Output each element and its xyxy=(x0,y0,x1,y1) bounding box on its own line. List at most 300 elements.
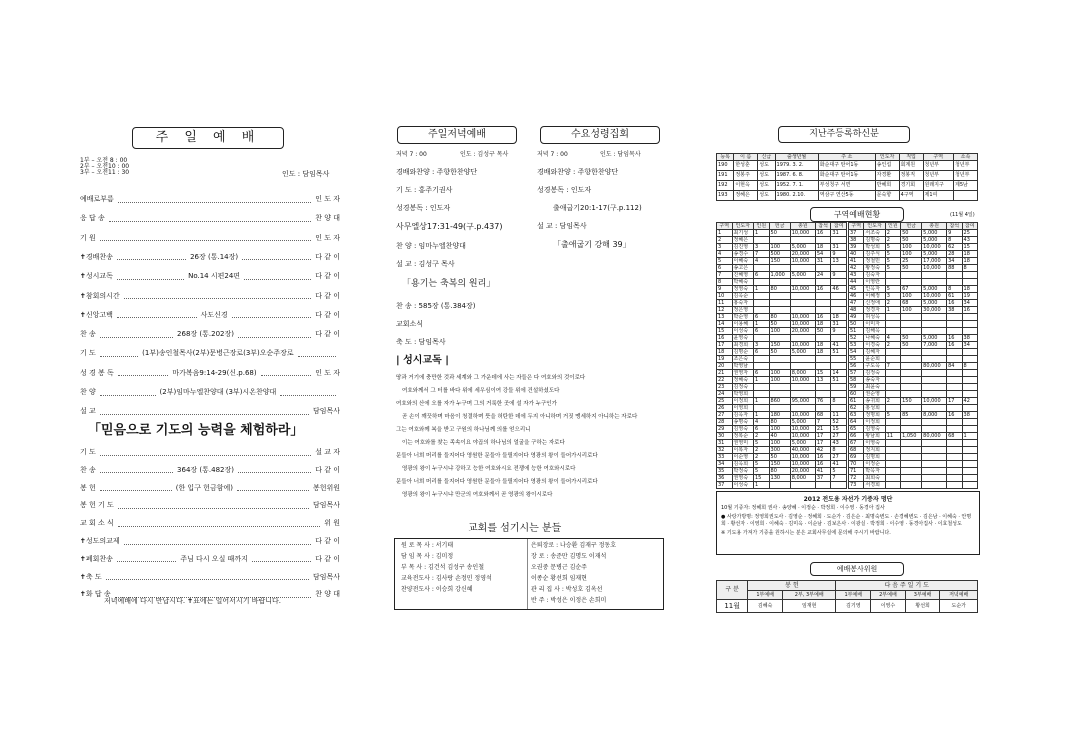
order-responsible: 다 같 이 xyxy=(315,465,341,474)
evening-item: 성경봉독 : 인도자 xyxy=(396,204,451,212)
table-row xyxy=(717,237,847,244)
table-cell xyxy=(922,475,947,482)
order-leader-dots xyxy=(106,573,309,580)
table-cell: 40 xyxy=(849,251,864,258)
table-row xyxy=(849,370,978,377)
evening-item: 설 교 : 김성구 목사 xyxy=(396,260,455,268)
table-cell: 9 xyxy=(947,230,962,237)
table-cell xyxy=(885,328,900,335)
order-name: ✝참회의시간 xyxy=(80,291,120,300)
table-cell: 이미자 xyxy=(864,321,885,328)
table-cell: 박영남 xyxy=(732,363,753,370)
table-cell: 청년부 xyxy=(954,161,978,171)
table-cell: 26 xyxy=(717,405,733,412)
table-cell xyxy=(815,237,831,244)
table-cell: 8,000 xyxy=(790,475,815,482)
table-cell: 88 xyxy=(947,265,962,272)
evening-worship-title: 주일저녁예배 xyxy=(397,126,517,144)
table-cell: 48 xyxy=(849,307,864,314)
table-row xyxy=(849,342,978,349)
table-cell: 박순영 xyxy=(732,314,753,321)
prayer-box xyxy=(716,491,980,555)
table-row xyxy=(717,433,847,440)
table-cell: 70 xyxy=(849,461,864,468)
order-value: 268장 (통.202장) xyxy=(177,330,234,339)
table-row xyxy=(849,272,978,279)
table-cell: 김진영 xyxy=(732,244,753,251)
table-cell: 김영숙 xyxy=(732,426,753,433)
table-cell xyxy=(901,314,922,321)
table-cell xyxy=(753,293,769,300)
evening-order xyxy=(396,168,536,356)
table-cell xyxy=(922,272,947,279)
table-cell: 10,000 xyxy=(790,286,815,293)
table-cell: 1 xyxy=(885,307,900,314)
table-cell: 41 xyxy=(849,258,864,265)
table-cell xyxy=(922,461,947,468)
table-cell: 39 xyxy=(849,244,864,251)
table-cell: 5,000 xyxy=(922,286,947,293)
table-cell: 38 xyxy=(962,412,977,419)
order-name: 기 원 xyxy=(80,233,96,242)
table-cell xyxy=(885,426,900,433)
staff-title: 교회를 섬기시는 분들 xyxy=(468,523,562,534)
table-cell: 5 xyxy=(717,258,733,265)
table-cell xyxy=(815,335,831,342)
table-cell: 100 xyxy=(769,328,790,335)
table-row xyxy=(849,300,978,307)
table-cell xyxy=(922,328,947,335)
table-cell: 100 xyxy=(901,307,922,314)
order-responsible: 다 같 이 xyxy=(315,537,340,545)
table-cell: 정혜은 xyxy=(732,237,753,244)
table-cell xyxy=(815,391,831,398)
table-cell: 황정숙 xyxy=(864,265,885,272)
table-cell: 50 xyxy=(769,349,790,356)
table-cell: 청년부 xyxy=(923,171,954,181)
table-cell xyxy=(753,307,769,314)
table-cell: 19 xyxy=(962,293,977,300)
table-cell xyxy=(962,384,977,391)
table-cell: 62 xyxy=(849,405,864,412)
table-cell: 1 xyxy=(753,286,769,293)
table-cell xyxy=(753,363,769,370)
table-cell: 8 xyxy=(831,398,847,405)
table-header: 헌금 xyxy=(769,223,790,230)
table-cell: 15 xyxy=(831,426,847,433)
order-responsible: 설 교 자 xyxy=(315,448,340,456)
table-cell: 66 xyxy=(849,433,864,440)
table-cell: 8,000 xyxy=(922,412,947,419)
table-row xyxy=(717,412,847,419)
table-cell xyxy=(922,384,947,391)
order-name: 찬 송 xyxy=(80,330,96,339)
time-2: 2부 – 오전10 : 00 xyxy=(80,163,130,170)
table-cell xyxy=(901,363,922,370)
table-cell: 김숙자 xyxy=(864,272,885,279)
table-cell: 11월 xyxy=(717,600,748,613)
table-cell xyxy=(947,454,962,461)
table-cell: 61 xyxy=(947,293,962,300)
table-header-row xyxy=(717,223,847,230)
table-cell xyxy=(753,391,769,398)
table-header: 1부예배 xyxy=(836,591,871,600)
table-cell: 8 xyxy=(717,279,733,286)
table-cell xyxy=(790,391,815,398)
table-cell: 4 xyxy=(753,419,769,426)
table-cell: 정철민 xyxy=(864,258,885,265)
order-responsible: 다 같 이 xyxy=(315,554,340,563)
order-leader-dots xyxy=(298,350,336,357)
table-header: 구역 xyxy=(717,223,733,230)
table-cell: 11 xyxy=(831,412,847,419)
table-cell xyxy=(885,419,900,426)
table-cell: 57 xyxy=(849,370,864,377)
table-cell: 16 xyxy=(947,342,962,349)
table-cell: 김혜자 xyxy=(864,349,885,356)
table-cell: 김기영 xyxy=(836,600,871,613)
table-cell: 50 xyxy=(901,230,922,237)
table-cell: 15 xyxy=(753,475,769,482)
table-cell: 31 xyxy=(815,258,831,265)
order-leader-dots xyxy=(238,331,311,338)
wednesday-order xyxy=(537,168,677,258)
table-cell: 44 xyxy=(849,279,864,286)
table-cell xyxy=(769,405,790,412)
table-cell xyxy=(831,265,847,272)
table-cell: 41 xyxy=(831,342,847,349)
table-cell: 80 xyxy=(769,286,790,293)
table-cell: 임재현 xyxy=(782,600,835,613)
table-cell: 이복자 xyxy=(732,447,753,454)
order-name: 봉 헌 xyxy=(80,483,96,492)
table-cell: 17,000 xyxy=(922,258,947,265)
table-cell: 18 xyxy=(815,342,831,349)
table-cell xyxy=(901,279,922,286)
table-row xyxy=(717,468,847,475)
table-cell: 5,000 xyxy=(790,419,815,426)
table-row xyxy=(717,349,847,356)
district-table-right xyxy=(848,222,978,489)
table-row xyxy=(717,426,847,433)
table-cell: 청년부 xyxy=(954,171,978,181)
table-cell: 17 xyxy=(717,342,733,349)
table-cell: 16 xyxy=(947,335,962,342)
table-cell xyxy=(901,349,922,356)
table-cell: 69 xyxy=(849,454,864,461)
table-row xyxy=(717,307,847,314)
order-leader-dots xyxy=(124,538,312,545)
table-cell: 5 xyxy=(885,265,900,272)
table-cell: 8 xyxy=(962,265,977,272)
table-cell: 2 xyxy=(753,447,769,454)
table-cell: 29 xyxy=(717,426,733,433)
table-cell xyxy=(753,356,769,363)
table-cell: 27 xyxy=(717,412,733,419)
table-cell xyxy=(790,405,815,412)
table-row xyxy=(849,328,978,335)
table-cell: 30,000 xyxy=(922,307,947,314)
table-cell xyxy=(901,370,922,377)
table-cell: 100 xyxy=(901,251,922,258)
order-leader-dots xyxy=(232,311,312,318)
table-cell xyxy=(831,335,847,342)
table-cell: 18 xyxy=(962,286,977,293)
table-row xyxy=(849,426,978,433)
table-cell: 7 xyxy=(753,251,769,258)
table-cell: 15 xyxy=(815,370,831,377)
order-leader-dots xyxy=(100,484,172,491)
order-leader-dots xyxy=(117,273,184,280)
table-cell: 홍성희 xyxy=(864,405,885,412)
table-row xyxy=(717,279,847,286)
table-row xyxy=(717,600,978,613)
table-row xyxy=(717,251,847,258)
table-cell xyxy=(947,328,962,335)
table-row xyxy=(717,181,978,191)
table-cell xyxy=(962,370,977,377)
table-cell: 10,000 xyxy=(922,293,947,300)
table-cell xyxy=(922,279,947,286)
table-header: 헌금 xyxy=(901,223,922,230)
table-cell: 80 xyxy=(769,314,790,321)
staff-entry: 교육전도사 : 김사랑 손정민 정영석 xyxy=(401,575,492,582)
table-row xyxy=(849,293,978,300)
table-row xyxy=(717,482,847,489)
table-cell xyxy=(901,475,922,482)
table-cell xyxy=(831,384,847,391)
table-cell: 최기성 xyxy=(732,230,753,237)
order-responsible: 찬 양 대 xyxy=(315,590,340,599)
table-row xyxy=(717,230,847,237)
table-row xyxy=(849,433,978,440)
district-date: (11월 4일) xyxy=(950,212,975,218)
order-row xyxy=(80,499,340,511)
order-row xyxy=(80,193,340,205)
table-cell: 24 xyxy=(717,391,733,398)
table-cell xyxy=(769,482,790,489)
order-row xyxy=(80,446,340,458)
table-cell: 76 xyxy=(815,398,831,405)
table-cell: 1,050 xyxy=(901,433,922,440)
table-cell: 3 xyxy=(753,244,769,251)
table-row xyxy=(717,286,847,293)
order-responsible: 담임목사 xyxy=(312,407,340,416)
table-cell xyxy=(885,314,900,321)
order-row xyxy=(80,482,340,494)
table-cell: 23 xyxy=(717,384,733,391)
table-cell: 46 xyxy=(849,293,864,300)
order-responsible: 찬 양 대 xyxy=(315,214,340,223)
reading-title: | 성시교독 | xyxy=(396,355,449,366)
newcomer-title: 지난주등록하신분 xyxy=(778,126,910,143)
table-cell xyxy=(962,419,977,426)
table-cell xyxy=(947,349,962,356)
sermon-title: 「믿음으로 기도의 능력을 체험하라」 xyxy=(88,423,304,438)
table-header: 참석 xyxy=(815,223,831,230)
table-cell: 67 xyxy=(901,286,922,293)
table-cell: 김정숙 xyxy=(864,370,885,377)
evening-item: 사무엘상17:31-49(구.p.437) xyxy=(396,222,503,231)
table-cell: 서조숙 xyxy=(864,230,885,237)
table-cell xyxy=(901,468,922,475)
table-cell: 6 xyxy=(753,370,769,377)
table-header: 소속 xyxy=(954,154,978,161)
table-cell xyxy=(947,447,962,454)
table-cell: 6 xyxy=(753,314,769,321)
order-name: ✝신앙고백 xyxy=(80,310,113,319)
order-value: 마가복음9:14-29(신.p.68) xyxy=(172,368,257,377)
table-cell xyxy=(769,237,790,244)
table-cell: 허성옥 xyxy=(864,314,885,321)
table-cell: 김옥자 xyxy=(732,412,753,419)
table-cell: 정혜은 xyxy=(734,191,758,201)
table-header: 인원 xyxy=(885,223,900,230)
evening-leader: 인도 : 김성구 목사 xyxy=(460,151,509,158)
table-cell: 이경숙 xyxy=(864,342,885,349)
table-cell: 원래지구 xyxy=(923,181,954,191)
table-cell: 1 xyxy=(753,377,769,384)
table-cell: 80 xyxy=(769,419,790,426)
table-header: 구역 xyxy=(923,154,954,161)
table-cell xyxy=(815,279,831,286)
order-name: 기 도 xyxy=(80,448,96,456)
table-cell: 5 xyxy=(885,244,900,251)
table-cell: 10,000 xyxy=(790,412,815,419)
table-row xyxy=(717,342,847,349)
table-cell: 27 xyxy=(831,433,847,440)
reading-line: 여호와의 산에 오를 자가 누구며 그의 거룩한 곳에 설 자가 누구인가 xyxy=(396,401,557,407)
table-row xyxy=(717,391,847,398)
table-cell xyxy=(962,349,977,356)
table-cell xyxy=(885,272,900,279)
order-name: 응 답 송 xyxy=(80,214,105,223)
table-cell: 9 xyxy=(831,251,847,258)
table-cell: 5,000 xyxy=(790,244,815,251)
order-value: 26장 (통.14장) xyxy=(190,252,239,261)
table-cell: 192 xyxy=(717,181,734,191)
order-value: (2부)임마누엘찬양대 (3부)시온찬양대 xyxy=(159,388,277,396)
table-cell xyxy=(815,307,831,314)
table-cell: 11 xyxy=(717,300,733,307)
order-responsible: 인 도 자 xyxy=(315,368,340,377)
table-header-row xyxy=(717,154,978,161)
table-row xyxy=(849,461,978,468)
table-row xyxy=(849,482,978,489)
table-row xyxy=(849,230,978,237)
table-cell xyxy=(947,321,962,328)
table-header-row xyxy=(849,223,978,230)
table-row xyxy=(849,314,978,321)
evening-item: 교회소식 xyxy=(396,320,424,328)
table-cell xyxy=(962,447,977,454)
table-cell: 송숙자 xyxy=(864,377,885,384)
table-cell xyxy=(831,356,847,363)
table-cell: 김주식 xyxy=(864,251,885,258)
table-cell: 이정순 xyxy=(864,461,885,468)
table-cell: 6 xyxy=(753,328,769,335)
table-cell xyxy=(947,426,962,433)
table-cell: 56 xyxy=(849,363,864,370)
table-cell xyxy=(947,468,962,475)
table-cell: 47 xyxy=(849,300,864,307)
wednesday-meeting-title: 수요성령집회 xyxy=(540,126,660,144)
table-cell: 이정희 xyxy=(732,398,753,405)
table-cell xyxy=(831,300,847,307)
table-cell xyxy=(790,384,815,391)
order-leader-dots xyxy=(100,234,312,241)
table-row xyxy=(849,412,978,419)
table-cell: 10,000 xyxy=(790,321,815,328)
table-cell: 이용혜 xyxy=(732,321,753,328)
table-cell: 16 xyxy=(815,314,831,321)
table-cell: 조은숙 xyxy=(732,356,753,363)
table-cell xyxy=(962,475,977,482)
table-row xyxy=(717,161,978,171)
order-row xyxy=(80,553,340,565)
table-cell: 8,000 xyxy=(790,370,815,377)
table-cell: 최윤숙 xyxy=(864,384,885,391)
table-cell xyxy=(954,191,978,201)
table-cell xyxy=(922,356,947,363)
table-cell: 43 xyxy=(962,237,977,244)
table-cell: 8 xyxy=(962,363,977,370)
table-cell: 73 xyxy=(849,482,864,489)
table-cell: 13 xyxy=(717,314,733,321)
evening-item: 찬 양 : 임마누엘찬양대 xyxy=(396,242,466,250)
table-cell xyxy=(815,356,831,363)
table-cell: 18 xyxy=(831,314,847,321)
reading-line: 문들아 너희 머리를 들지어다 영원한 문들아 들릴지어다 영광의 왕이 들어가시리로다 xyxy=(396,453,598,459)
table-cell xyxy=(922,314,947,321)
table-cell xyxy=(885,482,900,489)
table-cell: 100 xyxy=(901,293,922,300)
table-header: 이 름 xyxy=(734,154,758,161)
table-cell: 33 xyxy=(717,454,733,461)
table-cell: 8 xyxy=(947,286,962,293)
table-cell: 정봉주 xyxy=(734,171,758,181)
table-cell: 1 xyxy=(753,482,769,489)
table-cell: 7 xyxy=(815,419,831,426)
table-cell: 52 xyxy=(831,419,847,426)
table-cell xyxy=(769,265,790,272)
table-cell xyxy=(831,391,847,398)
table-cell xyxy=(815,300,831,307)
order-responsible: 인 도 자 xyxy=(315,195,340,203)
table-cell xyxy=(901,384,922,391)
table-row xyxy=(717,171,978,181)
table-cell: 150 xyxy=(769,258,790,265)
table-cell: 이정희 xyxy=(864,419,885,426)
table-cell: 20,000 xyxy=(790,468,815,475)
table-cell xyxy=(790,279,815,286)
table-cell: 성도 xyxy=(758,161,775,171)
table-cell: 정봉직 xyxy=(899,171,923,181)
table-cell: 16 xyxy=(815,461,831,468)
table-cell: 1 xyxy=(753,398,769,405)
order-row xyxy=(80,517,340,529)
table-cell: 85 xyxy=(901,412,922,419)
table-cell: 7 xyxy=(831,475,847,482)
table-cell xyxy=(962,482,977,489)
wednesday-leader: 인도 : 담임목사 xyxy=(600,151,641,158)
table-cell: 11 xyxy=(885,433,900,440)
table-cell xyxy=(922,321,947,328)
table-cell: 300 xyxy=(769,447,790,454)
table-cell xyxy=(947,405,962,412)
table-row xyxy=(849,237,978,244)
table-row xyxy=(849,384,978,391)
